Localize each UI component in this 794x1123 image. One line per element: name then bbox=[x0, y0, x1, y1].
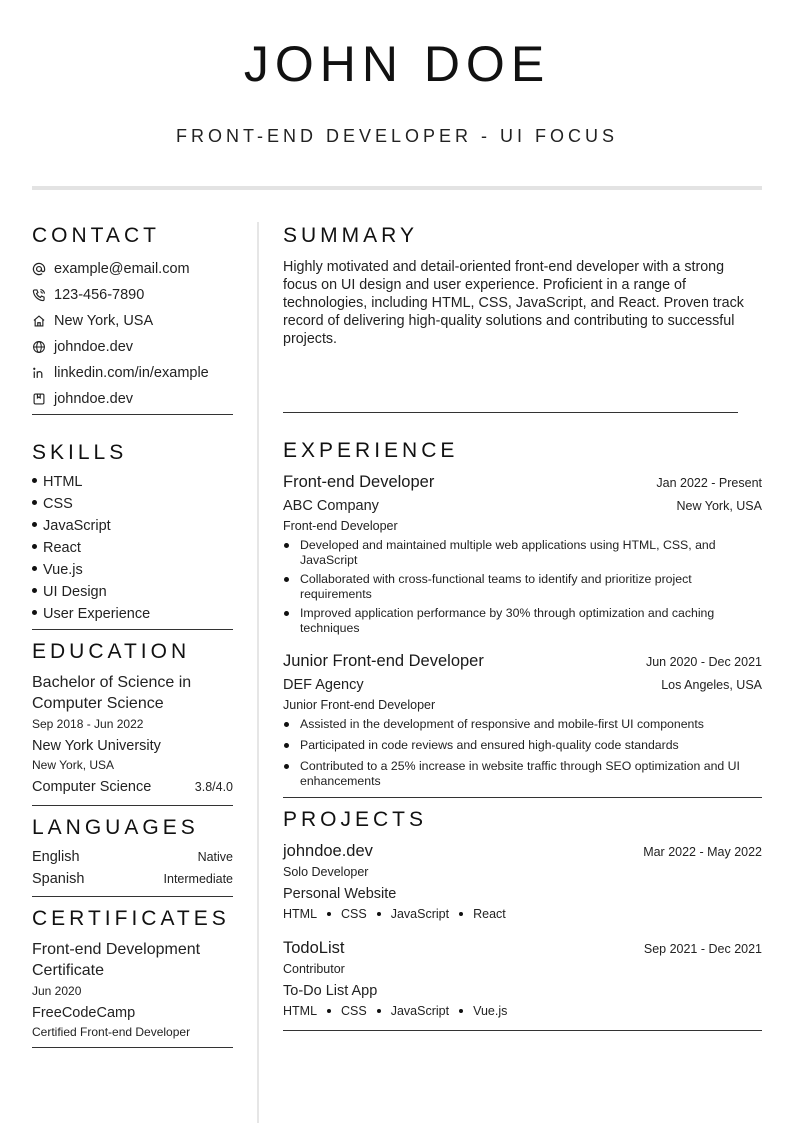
project-name: TodoList bbox=[283, 939, 345, 957]
language-item: Spanish Intermediate bbox=[32, 871, 233, 887]
contact-section bbox=[32, 222, 233, 415]
contact-linkedin[interactable] bbox=[32, 360, 233, 386]
job-bullet: Improved application performance by 30% through optimization and caching techniques bbox=[283, 606, 762, 636]
contact-phone-value: 123-456-7890 bbox=[54, 287, 145, 303]
education-school: New York University bbox=[32, 738, 161, 754]
contact-portfolio-value: johndoe.dev bbox=[54, 391, 134, 407]
job-company: DEF Agency bbox=[283, 677, 364, 693]
certificate-name: Front-end Development Certificate bbox=[32, 941, 201, 979]
project-tag: Vue.js bbox=[473, 1004, 508, 1018]
projects-section bbox=[283, 806, 762, 1031]
candidate-role: FRONT-END DEVELOPER - UI FOCUS bbox=[175, 126, 619, 146]
project-tags bbox=[283, 905, 762, 923]
contact-email[interactable] bbox=[32, 256, 233, 282]
education-dates: Sep 2018 - Jun 2022 bbox=[32, 717, 144, 731]
section-divider bbox=[283, 1030, 762, 1031]
skill-item: HTML bbox=[32, 471, 233, 493]
section-title-certificates: CERTIFICATES bbox=[32, 907, 230, 930]
section-title-contact: CONTACT bbox=[32, 224, 160, 247]
phone-icon bbox=[32, 288, 46, 302]
section-title-languages: LANGUAGES bbox=[32, 816, 199, 839]
certificates-section bbox=[32, 905, 233, 1048]
job-bullets bbox=[283, 717, 762, 789]
job-bullets bbox=[283, 538, 762, 636]
project-entry bbox=[283, 937, 762, 1020]
job-entry bbox=[283, 650, 762, 789]
section-divider bbox=[32, 629, 233, 630]
education-gpa: 3.8/4.0 bbox=[194, 780, 233, 794]
job-location: New York, USA bbox=[676, 499, 762, 513]
job-bullet: Assisted in the development of responsive and mobile-first UI components bbox=[283, 717, 762, 732]
contact-website-value: johndoe.dev bbox=[54, 339, 134, 355]
contact-location bbox=[32, 308, 233, 334]
project-description: Personal Website bbox=[283, 886, 397, 902]
skill-item: React bbox=[32, 537, 233, 559]
project-dates: Mar 2022 - May 2022 bbox=[643, 845, 762, 859]
section-title-summary: SUMMARY bbox=[283, 224, 418, 247]
section-divider bbox=[32, 1047, 233, 1048]
language-item: English Native bbox=[32, 849, 233, 865]
contact-email-value: example@email.com bbox=[54, 261, 190, 277]
contact-website[interactable] bbox=[32, 334, 233, 360]
job-company: ABC Company bbox=[283, 498, 379, 514]
project-role: Contributor bbox=[283, 962, 345, 976]
skill-item: JavaScript bbox=[32, 515, 233, 537]
summary-text: Highly motivated and detail-oriented front-end developer with a strong focus on UI design and user experience. Proficient in a range of technologies, including HTML, CSS, JavaScript, and React. Proven track record of delivering high-quality solutions and contributing to successful projects. bbox=[283, 259, 744, 347]
section-divider bbox=[283, 797, 762, 798]
project-tag: JavaScript bbox=[390, 907, 450, 921]
project-name: johndoe.dev bbox=[283, 842, 373, 860]
skill-item: Vue.js bbox=[32, 559, 233, 581]
project-dates: Sep 2021 - Dec 2021 bbox=[643, 942, 762, 956]
skill-item: UI Design bbox=[32, 581, 233, 603]
job-entry bbox=[283, 471, 762, 636]
contact-portfolio[interactable] bbox=[32, 386, 233, 412]
summary-section bbox=[283, 222, 762, 413]
project-tag: HTML bbox=[283, 1004, 318, 1018]
portfolio-icon bbox=[32, 392, 46, 406]
project-tag: CSS bbox=[341, 907, 367, 921]
section-title-experience: EXPERIENCE bbox=[283, 439, 459, 462]
project-description: To-Do List App bbox=[283, 983, 378, 999]
project-tag: CSS bbox=[341, 1004, 367, 1018]
job-location: Los Angeles, USA bbox=[661, 678, 762, 692]
job-dates: Jan 2022 - Present bbox=[656, 476, 762, 490]
project-tags bbox=[283, 1002, 762, 1020]
certificate-credential: Certified Front-end Developer bbox=[32, 1025, 191, 1039]
section-title-projects: PROJECTS bbox=[283, 808, 428, 831]
job-bullet: Contributed to a 25% increase in website traffic through SEO optimization and UI enhancements bbox=[283, 759, 762, 789]
project-tag: HTML bbox=[283, 907, 318, 921]
project-entry bbox=[283, 840, 762, 923]
certificate-issuer: FreeCodeCamp bbox=[32, 1005, 136, 1021]
experience-section bbox=[283, 437, 762, 798]
home-icon bbox=[32, 314, 46, 328]
education-degree: Bachelor of Science in Computer Science bbox=[32, 674, 192, 712]
right-column bbox=[283, 222, 762, 1031]
education-location: New York, USA bbox=[32, 758, 115, 772]
job-title: Junior Front-end Developer bbox=[283, 652, 484, 670]
left-column bbox=[32, 222, 233, 1048]
section-divider bbox=[32, 805, 233, 806]
at-icon bbox=[32, 262, 46, 276]
section-title-skills: SKILLS bbox=[32, 441, 128, 464]
education-section bbox=[32, 638, 233, 806]
globe-icon bbox=[32, 340, 46, 354]
job-role: Front-end Developer bbox=[283, 519, 398, 533]
certificate-date: Jun 2020 bbox=[32, 984, 82, 998]
column-divider bbox=[257, 222, 259, 1123]
languages-section bbox=[32, 814, 233, 897]
job-dates: Jun 2020 - Dec 2021 bbox=[645, 655, 762, 669]
contact-phone[interactable] bbox=[32, 282, 233, 308]
section-divider bbox=[32, 414, 233, 415]
section-divider bbox=[283, 412, 738, 413]
contact-location-value: New York, USA bbox=[54, 313, 154, 329]
job-bullet: Participated in code reviews and ensured high-quality code standards bbox=[283, 738, 762, 753]
project-tag: JavaScript bbox=[390, 1004, 450, 1018]
job-bullet: Collaborated with cross-functional teams to identify and prioritize project requirements bbox=[283, 572, 762, 602]
education-field: Computer Science bbox=[32, 779, 152, 795]
skill-item: CSS bbox=[32, 493, 233, 515]
contact-linkedin-value: linkedin.com/in/example bbox=[54, 365, 209, 381]
job-bullet: Developed and maintained multiple web applications using HTML, CSS, and JavaScript bbox=[283, 538, 762, 568]
candidate-name: JOHN DOE bbox=[243, 36, 551, 92]
section-title-education: EDUCATION bbox=[32, 640, 191, 663]
header-divider bbox=[32, 186, 762, 190]
section-divider bbox=[32, 896, 233, 897]
skill-item: User Experience bbox=[32, 603, 233, 625]
skills-section bbox=[32, 439, 233, 630]
job-title: Front-end Developer bbox=[283, 473, 435, 491]
project-tag: React bbox=[473, 907, 506, 921]
job-role: Junior Front-end Developer bbox=[283, 698, 436, 712]
project-role: Solo Developer bbox=[283, 865, 369, 879]
linkedin-icon bbox=[32, 366, 46, 380]
